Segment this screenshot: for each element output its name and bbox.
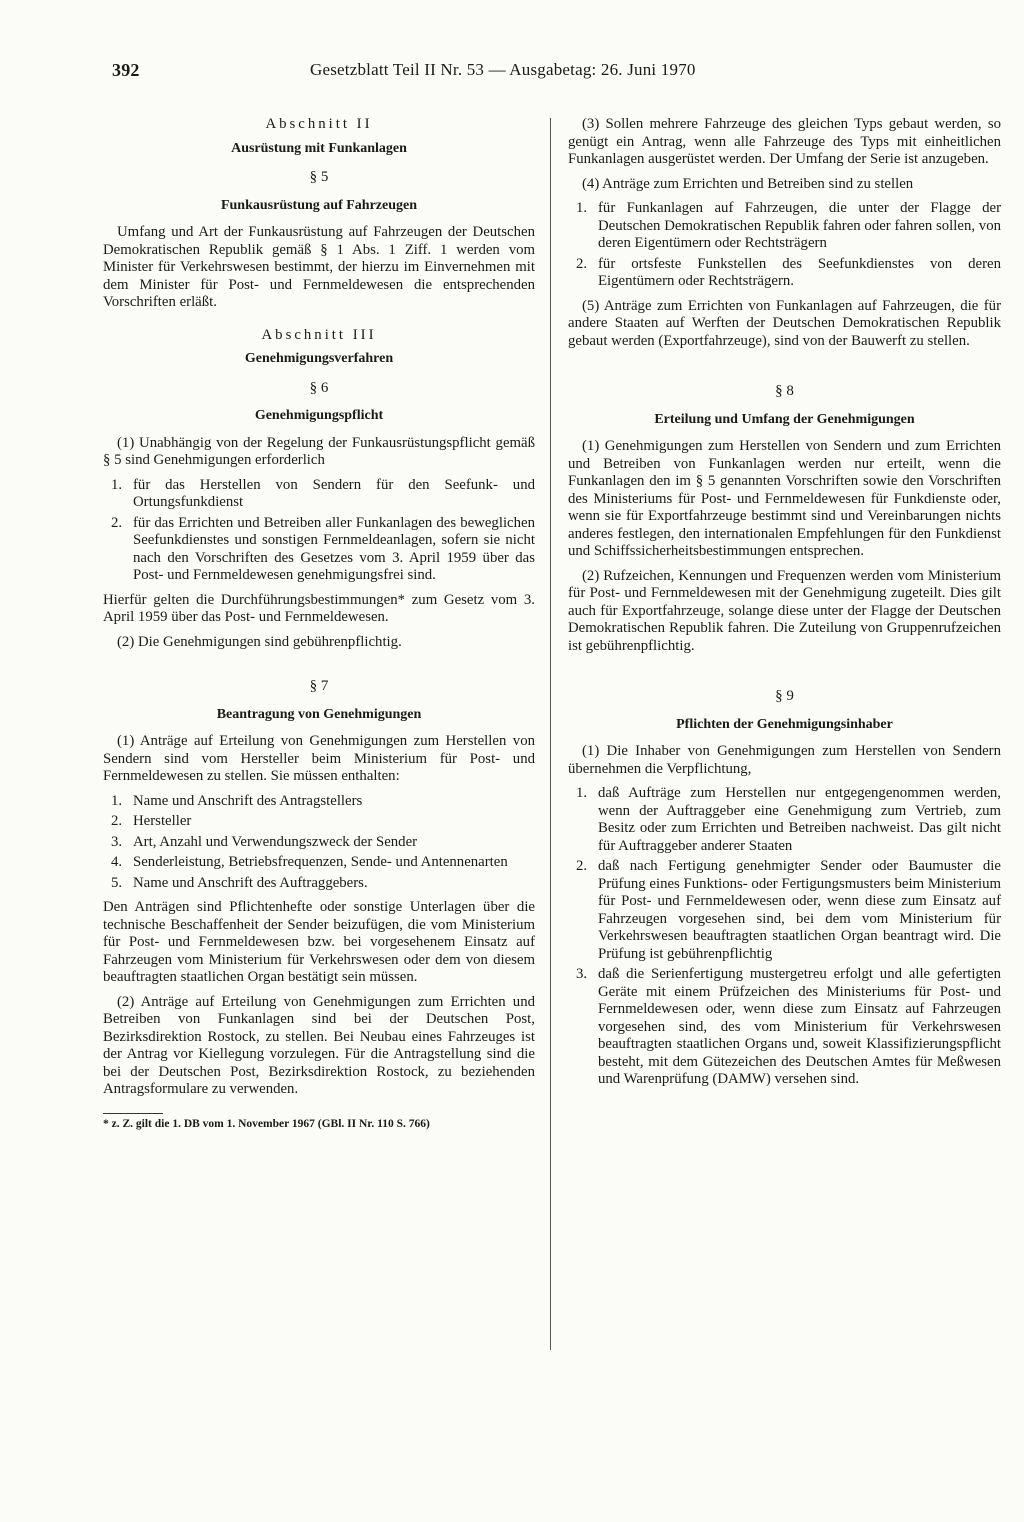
list-item: [103, 793, 535, 811]
list-item: [103, 477, 535, 512]
list-item-text: für ortsfeste Funkstellen des Seefunkdienstes von deren Eigentümern oder Rechtsträgern.: [598, 255, 1001, 289]
paragraph-8-sub-2: (2) Rufzeichen, Kennungen und Frequenzen werden vom Ministerium für Post- und Fernmeldewesen mit der Genehmigung zugeteilt. Dies gilt auch für Exportfahrzeuge, solange diese unter der Flagge der Deutschen Demokratischen Republik fahren. Die Zuteilung von Gruppenrufzeichen ist gebührenpflichtig.: [568, 567, 1001, 654]
paragraph-title-9: Pflichten der Genehmigungsinhaber: [676, 716, 893, 732]
footnote: * z. Z. gilt die 1. DB vom 1. November 1967 (GBl. II Nr. 110 S. 766): [103, 1117, 430, 1130]
paragraph-9-sub-1: (1) Die Inhaber von Genehmigungen zum Herstellen von Sendern übernehmen die Verpflichtung,: [568, 743, 1001, 777]
paragraph-number-8: § 8: [775, 383, 794, 399]
paragraph-9-list: [568, 785, 1001, 1089]
list-item-number: 2.: [111, 813, 123, 829]
paragraph-6-after-list: Hierfür gelten die Durchführungsbestimmungen* zum Gesetz vom 3. April 1959 über das Post- und Fernmeldewesen.: [103, 591, 535, 625]
list-item-text: Name und Anschrift des Auftraggebers.: [133, 874, 368, 891]
paragraph-7-sub-3: (3) Sollen mehrere Fahrzeuge des gleichen Typs gebaut werden, so genügt ein Antrag, wenn alle Fahrzeuge des Typs mit einheitlichen Funkanlagen ausgerüstet werden. Der Umfang der Serie ist anzugeben.: [568, 116, 1001, 167]
list-item-number: 2.: [576, 858, 588, 874]
paragraph-number-5: § 5: [309, 169, 329, 185]
list-item-text: Senderleistung, Betriebsfrequenzen, Sende- und Antennenarten: [133, 854, 508, 870]
paragraph-6-list: [103, 477, 535, 585]
list-item-text: daß Aufträge zum Herstellen nur entgegengenommen werden, wenn der Auftraggeber eine Genehmigung zum Vertrieb, zum Besitz oder zum Errichten und Betreiben nachweist. Das gilt nicht für Auftraggeber anderer Staaten: [598, 785, 1001, 854]
paragraph-number-9: § 9: [775, 688, 794, 704]
section-title-abschnitt-3: Genehmigungsverfahren: [244, 351, 394, 366]
list-item-number: 1.: [576, 200, 588, 216]
list-item-number: 2.: [111, 514, 123, 531]
section-heading-abschnitt-3: Abschnitt III: [261, 326, 377, 343]
list-item: [568, 256, 1001, 291]
section-title-abschnitt-2: Ausrüstung mit Funkanlagen: [231, 140, 407, 156]
list-item-text: daß nach Fertigung genehmigter Sender oder Baumuster die Prüfung eines Funktions- oder Fertigungsmusters beim Ministerium für Post- und Fernmeldewesen oder, wenn diese zum Einsatz auf Fahrzeugen vorgesehen sind, bei dem vom Ministerium für Verkehrswesen beauftragten staatlichen Organ beantragt wird. Die Prüfung ist gebührenpflichtig: [598, 858, 1001, 962]
paragraph-8-sub-1: (1) Genehmigungen zum Herstellen von Sendern und zum Errichten und Betreiben von Funkanlagen werden nur erteilt, wenn die Funkanlagen den im § 5 genannten Vorschriften sowie den Vorschriften des Ministeriums für Post- und Fernmeldewesen für Funkdienste oder, wenn sie für Exportfahrzeuge bestimmt sind und Vereinbarungen nichts anderes festlegen, den internationalen Empfehlungen für den Funkdienst und Schiffssicherheitsbestimmungen entsprechen.: [568, 438, 1001, 559]
paragraph-7-after-list: Den Anträgen sind Pflichtenhefte oder sonstige Unterlagen über die technische Beschaffenheit der Sender beizufügen, die vom Ministerium für Post- und Fernmeldewesen bzw. bei vorgesehenem Einsatz auf Fahrzeugen vom Ministerium für Verkehrswesen oder dem von diesem beauftragten staatlichen Organ bestätigt sein müssen.: [103, 899, 535, 985]
running-head: Gesetzblatt Teil II Nr. 53 — Ausgabetag: 26. Juni 1970: [310, 60, 696, 79]
page-header: [112, 60, 792, 86]
right-column: [568, 116, 1001, 1096]
paragraph-7-sub-4: (4) Anträge zum Errichten und Betreiben sind zu stellen: [582, 175, 914, 192]
list-item-text: daß die Serienfertigung mustergetreu erfolgt und alle gefertigten Geräte mit einem Prüfzeichen des Ministeriums für Post- und Fernmeldewesen oder, wenn diese zum Einsatz auf Fahrzeugen vorgesehen sind, des vom Ministerium für Verkehrswesen beauftragten staatlichen Organs und, soweit Klassifizierungspflicht besteht, mit dem Gütezeichen des Deutschen Amtes für Meßwesen und Warenprüfung (DAMW) versehen sind.: [598, 966, 1001, 1087]
list-item-number: 1.: [111, 476, 123, 493]
list-item: [568, 200, 1001, 253]
list-item-text: für Funkanlagen auf Fahrzeugen, die unter der Flagge der Deutschen Demokratischen Republik fahren oder fahren sollen, von deren Eigentümern oder Rechtsträgern: [598, 200, 1001, 251]
list-item-text: Art, Anzahl und Verwendungszweck der Sender: [133, 833, 418, 850]
paragraph-number-6: § 6: [309, 379, 329, 396]
paragraph-5-text: Umfang und Art der Funkausrüstung auf Fahrzeugen der Deutschen Demokratischen Republik gemäß § 1 Abs. 1 Ziff. 1 werden vom Minister für Verkehrswesen bestimmt, der hierzu im Einvernehmen mit dem Minister für Post- und Fernmeldewesen die entsprechenden Vorschriften erläßt.: [103, 224, 535, 310]
page-number: 392: [112, 60, 140, 80]
paragraph-number-7: § 7: [309, 678, 329, 694]
list-item-text: Name und Anschrift des Antragstellers: [133, 792, 363, 809]
list-item-text: für das Errichten und Betreiben aller Funkanlagen des beweglichen Seefunkdienstes und sonstigen Fernmeldeanlagen, sofern sie nicht nach den Vorschriften des Gesetzes vom 3. April 1959 über das Post- und Fernmeldewesen genehmigungsfrei sind.: [133, 514, 535, 583]
list-item: [103, 515, 535, 585]
footnote-rule: [103, 1113, 163, 1114]
paragraph-7-list: [103, 793, 535, 893]
list-item: [103, 854, 535, 872]
list-item: [103, 834, 535, 852]
paragraph-title-8: Erteilung und Umfang der Genehmigungen: [654, 411, 915, 427]
paragraph-7-sub-2: (2) Anträge auf Erteilung von Genehmigungen zum Errichten und Betreiben von Funkanlagen sind bei der Deutschen Post, Bezirksdirektion Rostock, zu stellen. Bei Neubau eines Fahrzeuges ist der Antrag vor Kiellegung vorzulegen. Für die Antragstellung sind die bei der Deutschen Post, Bezirksdirektion Rostock, zu beziehenden Antragsformulare zu verwenden.: [103, 993, 535, 1097]
list-item: [568, 858, 1001, 963]
paragraph-title-6: Genehmigungspflicht: [254, 408, 384, 423]
list-item: [568, 785, 1001, 855]
list-item: [568, 966, 1001, 1089]
paragraph-title-5: Funkausrüstung auf Fahrzeugen: [220, 197, 418, 213]
paragraph-6-sub-2: (2) Die Genehmigungen sind gebührenpflichtig.: [117, 633, 402, 650]
list-item: [103, 875, 535, 893]
list-item-number: 1.: [111, 792, 123, 809]
paragraph-7-sub-1: (1) Anträge auf Erteilung von Genehmigungen zum Herstellen von Sendern sind vom Hersteller beim Ministerium für Post- und Fernmeldewesen zu stellen. Sie müssen enthalten:: [103, 733, 535, 784]
list-item-number: 1.: [576, 785, 588, 801]
paragraph-6-sub-1: (1) Unabhängig von der Regelung der Funkausrüstungspflicht gemäß § 5 sind Genehmigungen erforderlich: [103, 434, 535, 468]
paragraph-7-sub-4-list: [568, 200, 1001, 291]
list-item-number: 3.: [576, 966, 588, 982]
list-item: [103, 813, 535, 831]
section-heading-abschnitt-2: Abschnitt II: [265, 116, 373, 132]
list-item-number: 4.: [111, 854, 123, 870]
list-item-text: Hersteller: [133, 813, 192, 829]
list-item-number: 2.: [576, 255, 588, 272]
paragraph-7-sub-5: (5) Anträge zum Errichten von Funkanlagen auf Fahrzeugen, die für andere Staaten auf Werften der Deutschen Demokratischen Republik gebaut werden (Exportfahrzeuge), sind von der Bauwerft zu stellen.: [568, 297, 1001, 349]
left-column: [103, 116, 535, 1131]
column-divider: [550, 118, 551, 1350]
list-item-text: für das Herstellen von Sendern für den Seefunk- und Ortungsfunkdienst: [133, 476, 535, 510]
paragraph-title-7: Beantragung von Genehmigungen: [216, 706, 422, 722]
list-item-number: 3.: [111, 833, 123, 850]
list-item-number: 5.: [111, 874, 123, 891]
